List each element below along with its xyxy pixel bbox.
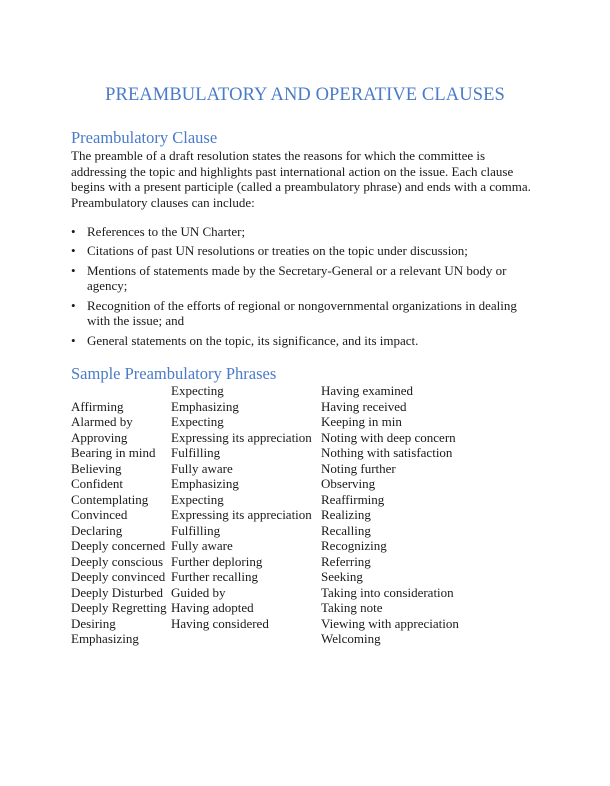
phrase-item: Having considered	[171, 615, 269, 631]
phrase-item: Deeply convinced	[71, 569, 166, 584]
phrase-item: Convinced	[71, 507, 128, 522]
phrase-item: Fulfilling	[171, 445, 221, 460]
phrase-item: Further deploring	[171, 553, 263, 569]
phrase-item: Further recalling	[171, 569, 258, 584]
phrase-item: Deeply Regretting	[71, 600, 167, 615]
phrase-item: Nothing with satisfaction	[321, 445, 453, 460]
phrase-item: Confident	[71, 476, 123, 491]
phrase-item: Desiring	[71, 615, 116, 631]
phrase-item: Seeking	[321, 569, 363, 584]
phrase-item: Keeping in min	[321, 414, 402, 429]
phrase-item: Guided by	[171, 584, 226, 600]
phrase-item: Alarmed by	[71, 414, 133, 429]
bullet-item: • Mentions of statements made by the Secretary-General or a relevant UN body or agency;	[71, 263, 541, 294]
phrase-item: Noting with deep concern	[321, 429, 456, 445]
phrase-item: Contemplating	[71, 491, 149, 507]
phrase-item: Bearing in mind	[71, 445, 156, 460]
phrase-item: Emphasizing	[171, 398, 239, 414]
bullet-item: • Recognition of the efforts of regional or nongovernmental organizations in dealing with the issue; and	[71, 298, 541, 329]
phrase-item: Recalling	[321, 522, 371, 538]
phrase-item: Noting further	[321, 460, 396, 476]
phrase-column-2	[171, 383, 312, 631]
preamble-bullet-list	[71, 224, 541, 352]
phrase-item: Having examined	[321, 383, 414, 398]
phrase-item: Having received	[321, 398, 407, 414]
phrase-item: Approving	[71, 429, 128, 445]
phrase-item	[71, 383, 167, 399]
phrase-item: Taking note	[321, 600, 383, 615]
phrase-column-3	[321, 383, 459, 647]
bullet-item: • Citations of past UN resolutions or treaties on the topic under discussion;	[71, 243, 541, 259]
phrase-item: Viewing with appreciation	[321, 615, 459, 631]
phrase-item: Observing	[321, 476, 376, 491]
phrase-item: Recognizing	[321, 538, 387, 553]
phrase-item: Deeply Disturbed	[71, 584, 164, 600]
section-heading-sample-phrases: Sample Preambulatory Phrases	[71, 364, 277, 383]
phrase-item: Deeply concerned	[71, 538, 166, 553]
phrase-item: Emphasizing	[171, 476, 239, 491]
section-heading-preambulatory-clause: Preambulatory Clause	[71, 128, 218, 147]
phrase-item: Referring	[321, 553, 371, 569]
phrase-item: Declaring	[71, 522, 123, 538]
preamble-paragraph: The preamble of a draft resolution states the reasons for which the committee is addressing the topic and highlights past international action on the issue. Each clause begins with a present participle (called a preambulatory phrase) and ends with a comma. Preambulatory clauses can include:	[71, 148, 531, 210]
phrase-item: Expressing its appreciation	[171, 429, 312, 445]
phrase-item: Expecting	[171, 383, 224, 398]
phrase-item: Believing	[71, 460, 122, 476]
phrase-item: Fully aware	[171, 460, 233, 476]
phrase-item: Expecting	[171, 414, 224, 429]
phrase-item: Deeply conscious	[71, 553, 164, 569]
phrase-item: Expecting	[171, 491, 224, 507]
phrase-item: Fulfilling	[171, 522, 221, 538]
bullet-item: • General statements on the topic, its significance, and its impact.	[71, 333, 541, 349]
phrase-item: Realizing	[321, 507, 371, 522]
phrase-item: Expressing its appreciation	[171, 507, 312, 522]
phrase-item: Fully aware	[171, 538, 233, 553]
phrase-item: Taking into consideration	[321, 584, 454, 600]
bullet-item: • References to the UN Charter;	[71, 224, 541, 240]
phrase-item: Affirming	[71, 398, 124, 414]
document-title: PREAMBULATORY AND OPERATIVE CLAUSES	[105, 85, 505, 105]
phrase-item: Emphasizing	[71, 631, 139, 646]
phrase-item: Welcoming	[321, 631, 381, 646]
phrase-item: Reaffirming	[321, 491, 385, 507]
phrase-item: Having adopted	[171, 600, 254, 615]
phrase-column-1	[71, 383, 167, 647]
